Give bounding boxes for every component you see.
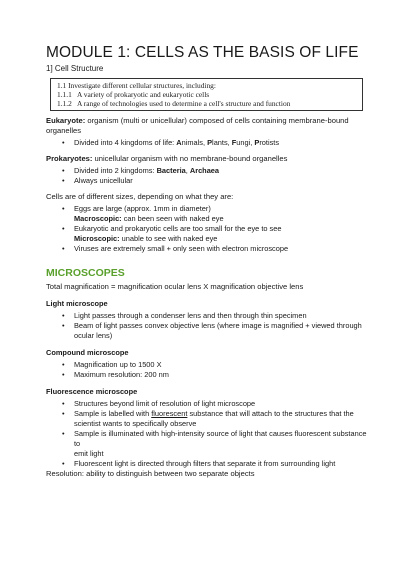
subheading-light-microscope: Light microscope xyxy=(46,299,108,308)
prokaryote-definition xyxy=(46,154,370,164)
kingdom-initial: P xyxy=(207,138,213,147)
list-item: • Light passes through a condenser lens and then through thin specimen xyxy=(62,311,370,321)
kingdom-rest: rotists xyxy=(259,138,280,147)
cell-sizes-intro: Cells are of different sizes, depending on what they are: xyxy=(46,192,234,201)
list-item xyxy=(62,166,370,176)
list-item: • Fluorescent light is directed through filters that separate it from surrounding light xyxy=(62,459,370,469)
underlined-term: fluorescent xyxy=(151,409,188,418)
total-magnification: Total magnification = magnification ocular lens X magnification objective lens xyxy=(46,282,304,291)
eukaryote-term: Eukaryote: xyxy=(46,116,86,125)
list-item: • Structures beyond limit of resolution of light microscope xyxy=(62,399,370,409)
compound-microscope-list xyxy=(46,360,370,380)
term-definition: can been seen with naked eye xyxy=(121,214,224,223)
syllabus-item-number: 1.1.2 xyxy=(57,99,72,108)
separator: , xyxy=(185,166,190,175)
list-item xyxy=(62,204,370,224)
list-item-continuation xyxy=(74,214,370,224)
eukaryote-definition-text: organism (multi or unicellular) composed of cells containing membrane-bound organelles xyxy=(46,116,349,135)
syllabus-item-text: A range of technologies used to determine a cell's structure and function xyxy=(77,99,291,108)
prokaryote-term: Prokaryotes: xyxy=(46,154,93,163)
list-item-continuation: emit light xyxy=(74,449,104,458)
kingdom-rest: ungi xyxy=(236,138,251,147)
kingdom-name: Bacteria xyxy=(156,166,186,175)
list-item-text: Divided into 4 kingdoms of life: xyxy=(74,138,177,147)
list-item-text: Eggs are large (approx. 1mm in diameter) xyxy=(74,204,211,213)
list-item-text: Divided into 2 kingdoms: xyxy=(74,166,157,175)
page-subtitle: 1] Cell Structure xyxy=(46,64,104,73)
kingdom-initial: P xyxy=(254,138,260,147)
kingdom-initial: F xyxy=(231,138,237,147)
list-item: • Maximum resolution: 200 nm xyxy=(62,370,370,380)
kingdom-rest: nimals xyxy=(181,138,203,147)
syllabus-item-text: A variety of prokaryotic and eukaryotic cells xyxy=(77,90,210,99)
cell-sizes-list xyxy=(46,204,370,254)
list-item-text: substance that will attach to the structures that the xyxy=(187,409,354,418)
syllabus-box xyxy=(50,78,363,111)
list-item xyxy=(62,321,370,341)
term: Macroscopic: xyxy=(74,214,122,223)
subheading-compound-microscope: Compound microscope xyxy=(46,348,129,357)
kingdom-rest: lants xyxy=(212,138,228,147)
fluorescence-microscope-list xyxy=(46,399,370,469)
syllabus-item xyxy=(57,99,357,108)
light-microscope-list xyxy=(46,311,370,341)
eukaryote-list xyxy=(46,138,370,148)
syllabus-item xyxy=(57,90,357,99)
list-item-text: Sample is illuminated with high-intensity source of light that causes fluorescent substance to xyxy=(74,429,367,448)
page-title: MODULE 1: CELLS AS THE BASIS OF LIFE xyxy=(46,44,359,61)
list-item: • Viruses are extremely small + only seen with electron microscope xyxy=(62,244,370,254)
syllabus-heading: 1.1 Investigate different cellular structures, including: xyxy=(57,81,216,90)
list-item-text: Beam of light passes convex objective lens (where image is magnified + viewed through xyxy=(74,321,362,330)
syllabus-item-number: 1.1.1 xyxy=(57,90,72,99)
term: Microscopic: xyxy=(74,234,120,243)
resolution-definition: Resolution: ability to distinguish between two separate objects xyxy=(46,469,255,478)
eukaryote-definition xyxy=(46,116,370,136)
list-item-text: Sample is labelled with xyxy=(74,409,152,418)
list-item-continuation: scientist wants to specifically observe xyxy=(74,419,197,428)
list-item xyxy=(62,429,370,459)
list-item xyxy=(62,224,370,244)
kingdom-initial: A xyxy=(176,138,182,147)
list-item: • Magnification up to 1500 X xyxy=(62,360,370,370)
prokaryote-definition-text: unicellular organism with no membrane-bound organelles xyxy=(92,154,288,163)
list-item-continuation xyxy=(74,234,370,244)
list-item: • Divided into 4 kingdoms of life: Animals, Plants, Fungi, Protists xyxy=(62,138,370,148)
subheading-fluorescence-microscope: Fluorescence microscope xyxy=(46,387,138,396)
kingdom-name: Archaea xyxy=(189,166,220,175)
term-definition: unable to see with naked eye xyxy=(119,234,218,243)
list-item-text: Eukaryotic and prokaryotic cells are too small for the eye to see xyxy=(74,224,282,233)
list-item-continuation: ocular lens) xyxy=(74,331,113,340)
list-item xyxy=(62,409,370,429)
section-heading: MICROSCOPES xyxy=(46,267,125,279)
list-item: • Always unicellular xyxy=(62,176,370,186)
prokaryote-list xyxy=(46,166,370,186)
